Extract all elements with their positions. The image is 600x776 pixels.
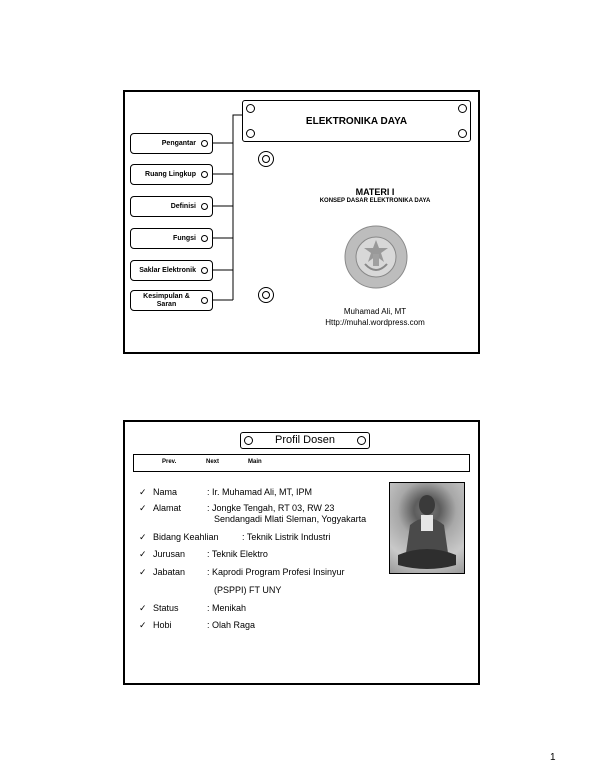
profile-value: : Olah Raga: [207, 620, 256, 630]
checkmark-icon: ✓: [139, 620, 147, 630]
prev-link[interactable]: Prev.: [162, 459, 177, 465]
menu-label: Kesimpulan & Saran: [143, 293, 190, 308]
profile-value: : Kaprodi Program Profesi Insinyur: [207, 567, 345, 577]
menu-button-ruang-lingkup[interactable]: [130, 164, 213, 185]
circle-icon: [201, 297, 208, 304]
profile-value: : Jongke Tengah, RT 03, RW 23: [207, 503, 335, 513]
author-website[interactable]: Http://muhal.wordpress.com: [325, 318, 425, 327]
profile-item-nama: [139, 486, 313, 498]
slide-title: ELEKTRONIKA DAYA: [305, 116, 408, 127]
profile-item-bidang-keahlian: [139, 531, 331, 543]
menu-label: Pengantar: [161, 140, 196, 147]
slide-navigation: [133, 454, 470, 472]
checkmark-icon: ✓: [139, 549, 147, 559]
profile-item-status: [139, 602, 247, 614]
checkmark-icon: ✓: [139, 503, 147, 513]
circle-icon: [246, 104, 255, 113]
menu-label: Ruang Lingkup: [145, 171, 196, 178]
circle-icon: [201, 267, 208, 274]
double-circle-icon: [258, 151, 274, 167]
university-logo: [343, 224, 409, 290]
page-number: 1: [550, 752, 556, 763]
materi-heading: MATERI I: [355, 187, 395, 197]
circle-icon: [458, 129, 467, 138]
checkmark-icon: ✓: [139, 603, 147, 613]
slide-title: [123, 90, 480, 354]
double-circle-icon: [258, 287, 274, 303]
checkmark-icon: ✓: [139, 487, 147, 497]
profile-value: : Teknik Listrik Industri: [242, 532, 331, 542]
profile-header-box: [240, 432, 370, 449]
profile-key: Alamat: [153, 503, 182, 513]
main-link[interactable]: Main: [248, 459, 262, 465]
slide-profil-dosen: [123, 420, 480, 685]
checkmark-icon: ✓: [139, 532, 147, 542]
profile-value-continued: (PSPPI) FT UNY: [214, 585, 282, 595]
next-link[interactable]: Next: [206, 459, 220, 465]
profile-key: Jabatan: [153, 567, 186, 577]
circle-icon: [201, 171, 208, 178]
profile-value: : Teknik Elektro: [207, 549, 268, 559]
author-name: Muhamad Ali, MT: [343, 307, 407, 316]
profile-value: : Ir. Muhamad Ali, MT, IPM: [207, 487, 313, 497]
title-box: [242, 100, 471, 142]
menu-button-kesimpulan-saran[interactable]: [130, 290, 213, 311]
profile-value-continued: Sendangadi Mlati Sleman, Yogyakarta: [214, 514, 367, 524]
profile-item-hobi: [139, 619, 256, 631]
profile-value: : Menikah: [207, 603, 247, 613]
checkmark-icon: ✓: [139, 567, 147, 577]
profile-key: Hobi: [153, 620, 172, 630]
menu-button-definisi[interactable]: [130, 196, 213, 217]
menu-button-pengantar[interactable]: [130, 133, 213, 154]
materi-subtitle: KONSEP DASAR ELEKTRONIKA DAYA: [319, 198, 431, 204]
circle-icon: [246, 129, 255, 138]
menu-button-fungsi[interactable]: [130, 228, 213, 249]
profile-key: Jurusan: [153, 549, 186, 559]
profile-key: Status: [153, 603, 179, 613]
menu-button-saklar-elektronik[interactable]: [130, 260, 213, 281]
menu-label: Fungsi: [173, 235, 196, 242]
menu-label: Saklar Elektronik: [139, 267, 196, 274]
profile-item-jabatan: [139, 566, 345, 578]
circle-icon: [201, 203, 208, 210]
circle-icon: [201, 140, 208, 147]
profile-item-alamat: [139, 502, 335, 514]
profile-item-jurusan: [139, 548, 268, 560]
profile-key: Nama: [153, 487, 178, 497]
menu-label: Definisi: [170, 203, 196, 210]
circle-icon: [201, 235, 208, 242]
profile-header: Profil Dosen: [275, 434, 335, 446]
circle-icon: [458, 104, 467, 113]
lecturer-photo: [389, 482, 465, 574]
profile-key: Bidang Keahlian: [153, 532, 219, 542]
